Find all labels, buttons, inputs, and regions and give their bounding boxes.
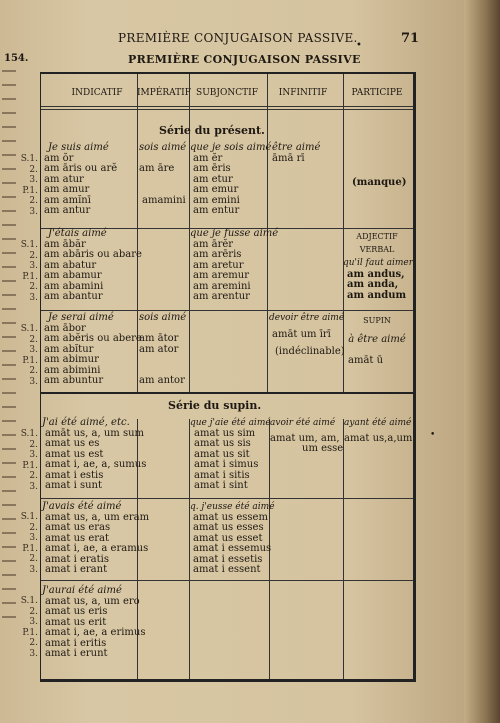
plusqueparfait-indicatif: J'avais été aimé amat us, a, um eram amat us eras amat us erat amat i, ae, a eramus amat i eratis amat i erant bbox=[42, 501, 150, 575]
margin-tick bbox=[2, 126, 16, 128]
margin-tick bbox=[2, 378, 16, 380]
futur-anterieur-indicatif: J'aurai été aimé amat us, a, um ero amat us eris amat us erit amat i, ae, a erimus amat i eritis amat i erunt bbox=[42, 585, 146, 659]
margin-tick bbox=[2, 504, 16, 506]
margin-tick bbox=[2, 336, 16, 338]
margin-tick bbox=[2, 434, 16, 436]
present-imperatif: sois aimé am āre amamini bbox=[139, 142, 187, 206]
header-participe: PARTICIPE bbox=[351, 88, 403, 98]
imparfait-participe: ADJECTIF VERBAL qu'il faut aimer am andus, am anda, am andum bbox=[343, 232, 414, 301]
margin-tick bbox=[2, 70, 16, 72]
header-subjonctif: SUBJONCTIF bbox=[196, 88, 258, 98]
side-mark: 154. bbox=[4, 53, 29, 64]
margin-tick bbox=[2, 98, 16, 100]
margin-tick bbox=[2, 168, 16, 170]
margin-tick bbox=[2, 560, 16, 562]
margin-tick bbox=[2, 476, 16, 478]
column-rule bbox=[343, 419, 344, 679]
margin-tick bbox=[2, 406, 16, 408]
futur-indicatif: Je serai aimé am ābor am abĕris ou abere am abĭtur am abimur am abimini am abuntur bbox=[44, 312, 142, 386]
row-rule bbox=[41, 498, 413, 499]
margin-tick bbox=[2, 462, 16, 464]
section-title-supin: Série du supin. bbox=[168, 399, 262, 412]
person-numbers: S.1. 2. 3. P.1. 2. 3. bbox=[20, 154, 38, 217]
person-numbers: S.1. 2. 3. P.1. 2. 3. bbox=[20, 240, 38, 303]
imparfait-subjonctif: que je fusse aimé am ārĕr am arēris am aretur am aremur am aremini am arentur bbox=[190, 228, 279, 302]
supin-participe: SUPIN à être aimé amāt ū bbox=[348, 316, 406, 366]
margin-tick bbox=[2, 294, 16, 296]
present-indicatif: Je suis aimé am ŏr am āris ou arĕ am atur am amur am amĭnī am antur bbox=[44, 142, 118, 216]
margin-tick bbox=[2, 364, 16, 366]
margin-tick bbox=[2, 616, 16, 618]
present-subjonctif: que je sois aimé am ĕr am ēris am etur am emur am emini am entur bbox=[190, 142, 272, 216]
margin-tick bbox=[2, 518, 16, 520]
futur-imperatif: sois aimé am ātor am ator am antor bbox=[139, 312, 187, 386]
running-title: PREMIÈRE CONJUGAISON PASSIVE. bbox=[118, 31, 358, 45]
table-title: PREMIÈRE CONJUGAISON PASSIVE bbox=[128, 53, 361, 66]
margin-tick bbox=[2, 308, 16, 310]
section-rule bbox=[41, 392, 413, 394]
person-numbers: S.1. 2. 3. P.1. 2. 3. bbox=[20, 512, 38, 575]
margin-tick bbox=[2, 420, 16, 422]
margin-tick bbox=[2, 182, 16, 184]
book-spine bbox=[464, 0, 500, 723]
margin-tick bbox=[2, 280, 16, 282]
header-indicatif: INDICATIF bbox=[71, 88, 123, 98]
margin-tick bbox=[2, 238, 16, 240]
margin-tick bbox=[2, 252, 16, 254]
header-rule-double bbox=[41, 109, 413, 110]
margin-tick bbox=[2, 196, 16, 198]
futur-infinitif: devoir être aimé amāt um īrī (indéclinable) bbox=[269, 313, 345, 357]
section-title-present: Série du présent. bbox=[159, 124, 265, 137]
margin-tick bbox=[2, 448, 16, 450]
margin-tick bbox=[2, 154, 16, 156]
person-numbers: S.1. 2. 3. P.1. 2. 3. bbox=[20, 429, 38, 492]
margin-tick bbox=[2, 490, 16, 492]
header-imperatif: IMPÉRATIF bbox=[137, 88, 191, 98]
row-rule bbox=[41, 580, 413, 581]
margin-ticks bbox=[2, 70, 18, 630]
dot-mark: • bbox=[356, 40, 362, 51]
margin-tick bbox=[2, 112, 16, 114]
margin-tick bbox=[2, 546, 16, 548]
margin-dot: • bbox=[430, 430, 436, 440]
person-numbers: S.1. 2. 3. P.1. 2. 3. bbox=[20, 324, 38, 387]
margin-tick bbox=[2, 322, 16, 324]
parfait-subjonctif: que j'aie été aimé amat us sim amat us sis amat us sit amat i simus amat i sitis amat i sint bbox=[190, 418, 271, 491]
margin-tick bbox=[2, 574, 16, 576]
imparfait-indicatif: J'étais aimé am ābăr am abāris ou abare am abatur am abamur am abamini am abantur bbox=[44, 228, 142, 302]
margin-tick bbox=[2, 84, 16, 86]
parfait-participe: ayant été aimé amat us,a,um bbox=[344, 418, 413, 444]
person-numbers: S.1. 2. 3. P.1. 2. 3. bbox=[20, 596, 38, 659]
plusqueparfait-subjonctif: q. j'eusse été aimé amat us essem amat us esses amat us esset amat i essemus amat i essetis amat i essent bbox=[190, 502, 275, 575]
header-infinitif: INFINITIF bbox=[278, 88, 328, 98]
margin-tick bbox=[2, 350, 16, 352]
margin-tick bbox=[2, 602, 16, 604]
parfait-infinitif: avoir été aimé amat um, am, um esse bbox=[270, 418, 344, 454]
parfait-indicatif: J'ai été aimé, etc. amāt us, a, um sum amat us es amat us est amat i, ae, a, sumus amat i estis amat i sunt bbox=[42, 417, 147, 491]
margin-tick bbox=[2, 224, 16, 226]
page-number: 71 bbox=[401, 31, 420, 46]
margin-tick bbox=[2, 532, 16, 534]
margin-tick bbox=[2, 210, 16, 212]
present-participe: (manque) bbox=[352, 177, 407, 188]
margin-tick bbox=[2, 266, 16, 268]
row-rule bbox=[41, 310, 413, 311]
margin-tick bbox=[2, 140, 16, 142]
margin-tick bbox=[2, 392, 16, 394]
header-rule bbox=[41, 106, 413, 107]
margin-tick bbox=[2, 588, 16, 590]
present-infinitif: être aimé āmā rī bbox=[272, 142, 321, 164]
